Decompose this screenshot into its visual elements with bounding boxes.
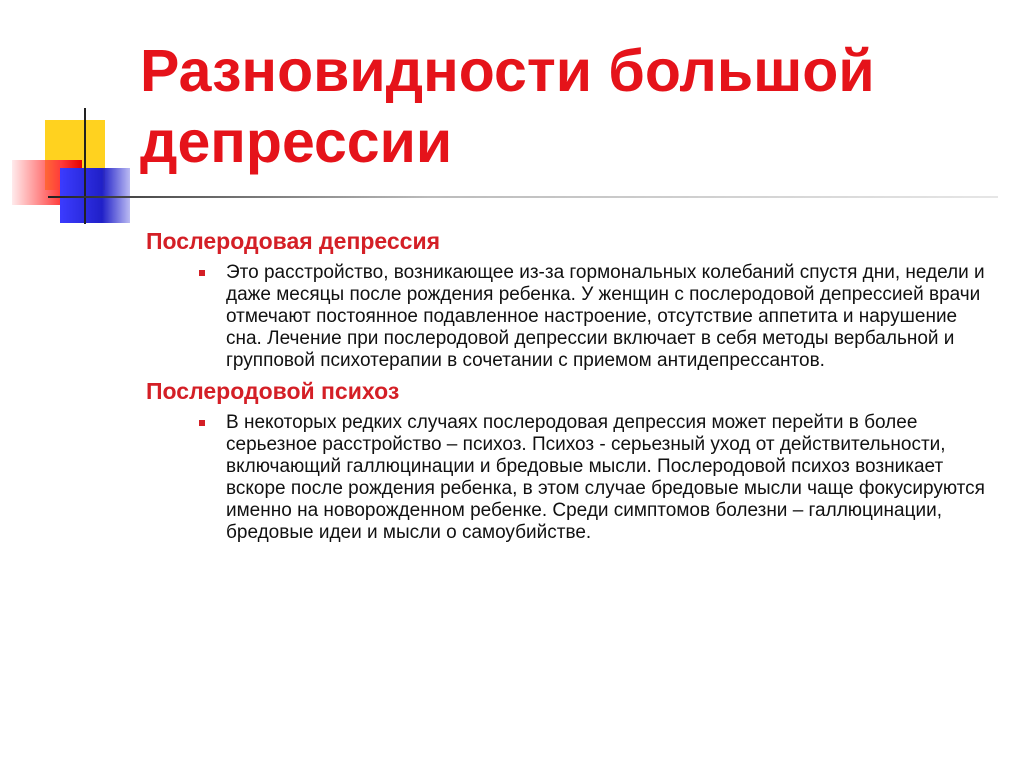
section-heading: Послеродовая депрессия xyxy=(146,228,441,254)
slide-content xyxy=(146,226,996,548)
bullet-item xyxy=(146,262,996,372)
bullet-text: В некоторых редких случаях послеродовая депрессия может перейти в более серьезное расстройство – психоз. Психоз - серьезный уход от действительности, включающий галлюцинации и бредовые мысли. Послеродовой психоз возникает вскоре после рождения ребенка, в этом случае бредовые мысли чаще фокусируются именно на новорожденном ребенке. Среди симптомов болезни – галлюцинации, бредовые идеи и мысли о самоубийстве. xyxy=(226,412,985,543)
section-postpartum-depression xyxy=(146,226,996,372)
decorative-vertical-line xyxy=(84,108,86,224)
title-divider-line xyxy=(48,196,998,198)
bullet-item xyxy=(146,412,996,544)
square-bullet-icon xyxy=(199,420,205,426)
square-bullet-icon xyxy=(199,270,205,276)
section-postpartum-psychosis xyxy=(146,376,996,544)
bullet-text: Это расстройство, возникающее из-за гормональных колебаний спустя дни, недели и даже месяцы после рождения ребенка. У женщин с послеродовой депрессией врачи отмечают постоянное подавленное настроение, отсутствие аппетита и нарушение сна. Лечение при послеродовой депрессии включает в себя методы вербальной и групповой психотерапии в сочетании с приемом антидепрессантов. xyxy=(226,262,985,371)
section-heading: Послеродовой психоз xyxy=(146,378,400,404)
slide-title: Разновидности большой депрессии xyxy=(140,38,875,175)
